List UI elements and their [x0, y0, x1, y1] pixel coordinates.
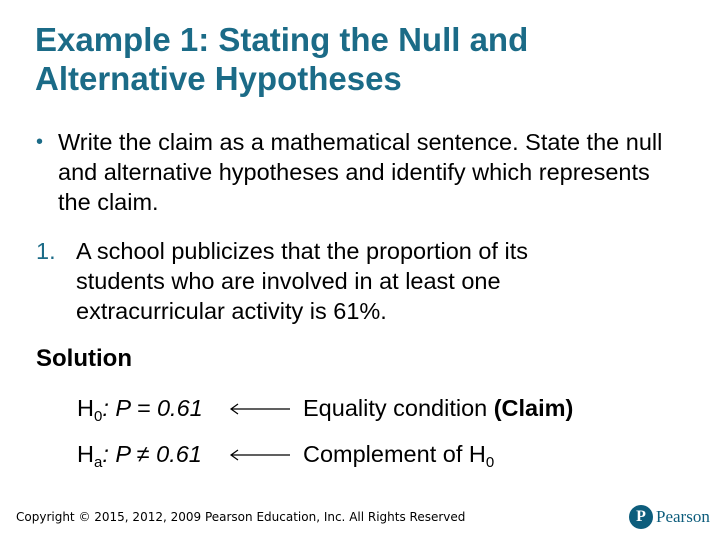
problem-text: A school publicizes that the proportion of its students who are involved in at least one extracurricular activity is 61%.	[76, 238, 528, 324]
alt-desc-text: Complement of H	[303, 441, 486, 467]
pearson-wordmark: Pearson	[656, 507, 710, 526]
instruction-bullet	[36, 127, 696, 217]
solution-heading: Solution	[36, 345, 132, 372]
null-subscript: 0	[93, 408, 103, 425]
null-statement: : P = 0.61	[102, 395, 203, 421]
problem-item	[36, 236, 636, 326]
alternative-hypothesis	[77, 441, 202, 471]
alt-desc-subscript: 0	[485, 454, 495, 471]
pearson-logo	[629, 505, 710, 529]
copyright-notice: Copyright © 2015, 2012, 2009 Pearson Education, Inc. All Rights Reserved	[16, 510, 466, 524]
slide-title: Example 1: Stating the Null and Alternative Hypotheses	[35, 21, 529, 97]
alt-statement: : P ≠ 0.61	[102, 441, 202, 467]
alt-description	[303, 441, 494, 471]
null-arrow-icon	[228, 402, 292, 416]
alt-arrow-icon	[228, 448, 292, 462]
instruction-text: Write the claim as a mathematical sentence. State the null and alternative hypotheses and identify which represents the claim.	[58, 129, 663, 215]
alt-symbol: H	[77, 441, 94, 467]
null-hypothesis	[77, 395, 203, 425]
pearson-logo-icon: P	[629, 505, 653, 529]
alt-subscript: a	[93, 454, 103, 471]
null-description	[303, 395, 573, 422]
bullet-mark: •	[36, 131, 44, 153]
null-desc-text: Equality condition	[303, 395, 494, 421]
claim-label: (Claim)	[493, 395, 574, 421]
problem-number: 1.	[36, 238, 56, 264]
null-symbol: H	[77, 395, 94, 421]
